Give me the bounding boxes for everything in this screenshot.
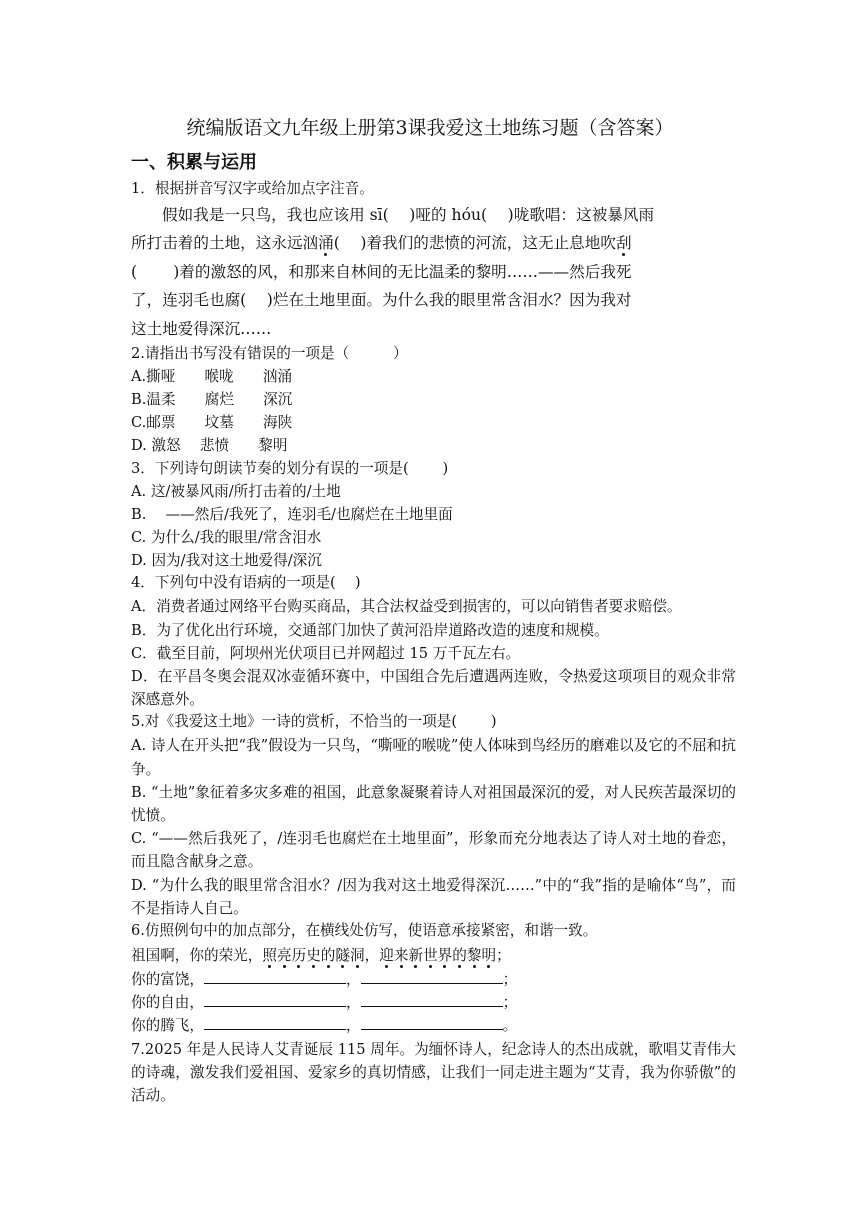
passage-line-2b: ( )着我们的悲愤的河流，这无止息地吹 <box>333 234 616 253</box>
question-4-option-c: C．截至目前，阿坝州光伏项目已并网超过 15 万千瓦左右。 <box>131 644 521 662</box>
example-lead: 祖国啊，你的荣光， <box>131 946 263 964</box>
answer-line-1-lead: 你的富饶， <box>131 970 204 988</box>
dotted-char: 的 <box>452 946 467 964</box>
question-3-stem: 3．下列诗句朗读节奏的划分有误的一项是( ) <box>131 459 449 477</box>
answer-line-2-lead: 你的自由， <box>131 993 204 1011</box>
dotted-char: 隧 <box>335 946 351 964</box>
question-2-option-d: D. 激怒 悲愤 黎明 <box>131 437 288 455</box>
answer-blank-3b[interactable] <box>361 1015 503 1030</box>
passage-line-1: 假如我是一只鸟，我也应该用 sī( )哑的 hóu( )咙歌唱：这被暴风雨 <box>162 205 655 224</box>
question-1-passage <box>131 201 736 344</box>
question-3-option-a: A. 这/被暴风雨/所打击着的/土地 <box>131 482 341 500</box>
question-5-option-a: A. 诗人在开头把“我”假设为一只鸟，“嘶哑的喉咙”使人体味到鸟经历的磨难以及它的不屈和抗争。 <box>131 737 736 778</box>
answer-end-3: 。 <box>502 1016 518 1034</box>
example-dotted-text <box>262 947 496 964</box>
question-6-stem: 6.仿照例句中的加点部分，在横线处仿写，使语意承接紧密，和谐一致。 <box>131 921 598 939</box>
dotted-char: 来 <box>393 946 409 964</box>
question-4-option-d: D．在平昌冬奥会混双冰壶循环赛中，中国组合先后遭遇两连败，令热爱这项项目的观众非常深感意外。 <box>131 667 736 709</box>
question-4-stem: 4．下列句中没有语病的一项是( ) <box>131 574 361 592</box>
dotted-char: ， <box>364 946 380 964</box>
question-3-option-c: C. 为什么/我的眼里/常含泪水 <box>131 528 322 546</box>
question-2-option-a: A.撕哑 喉咙 汹涌 <box>131 368 293 386</box>
question-4-option-b: B．为了优化出行环境，交通部门加快了黄河沿岸道路改造的速度和规模。 <box>131 621 609 639</box>
question-5-option-b: B. “土地”象征着多灾多难的祖国，此意象凝聚着诗人对祖国最深沉的爱，对人民疾苦最深切的忧愤。 <box>131 783 736 824</box>
question-5-stem: 5.对《我爱这土地》一诗的赏析，不恰当的一项是( ) <box>131 713 497 731</box>
question-5-option-c: C. “——然后我死了，/连羽毛也腐烂在土地里面”，形象而充分地表达了诗人对土地的眷恋，而且隐含献身之意。 <box>131 830 736 871</box>
question-2-option-c: C.邮票 坟墓 海陕 <box>131 414 293 432</box>
question-1-stem: 1．根据拼音写汉字或给加点字注音。 <box>131 180 374 197</box>
example-end: ； <box>496 946 511 964</box>
dotted-char-gua: 刮 <box>615 234 632 253</box>
answer-blank-3a[interactable] <box>204 1015 346 1030</box>
dotted-char: 明 <box>481 946 497 964</box>
question-3-option-d: D. 因为/我对这土地爱得/深沉 <box>131 551 322 569</box>
dotted-char: 界 <box>437 946 453 964</box>
passage-line-4: 了，连羽毛也腐( )烂在土地里面。为什么我的眼里常含泪水？因为我对 <box>131 291 632 310</box>
question-4-option-a: A．消费者通过网络平台购买商品，其合法权益受到损害的，可以向销售者要求赔偿。 <box>131 598 682 616</box>
question-2-stem: 2.请指出书写没有错误的一项是（ ） <box>131 345 408 363</box>
passage-line-5: 这土地爱得深沉…… <box>131 319 272 338</box>
answer-sep-2: ， <box>345 993 361 1011</box>
dotted-char: 新 <box>408 946 424 964</box>
dotted-char: 洞 <box>350 946 365 964</box>
answer-line-2 <box>131 992 736 1015</box>
document-title: 统编版语文九年级上册第3课我爱这土地练习题（含答案） <box>186 117 674 139</box>
dotted-char: 世 <box>423 946 438 964</box>
dotted-char: 的 <box>320 946 336 964</box>
answer-end-2: ； <box>502 993 518 1011</box>
answer-sep-1: ， <box>345 970 361 988</box>
document-body <box>131 178 736 1107</box>
answer-line-1 <box>131 969 736 992</box>
question-5-option-d: D. “为什么我的眼里常含泪水？/因为我对这土地爱得深沉……”中的“我”指的是喻体“鸟”，而不是指诗人自己。 <box>131 876 736 917</box>
question-2-option-b: B.温柔 腐烂 深沉 <box>131 391 293 409</box>
answer-sep-3: ， <box>345 1016 361 1034</box>
answer-blank-1b[interactable] <box>361 969 503 984</box>
answer-blank-2b[interactable] <box>361 992 503 1007</box>
answer-end-1: ； <box>502 970 518 988</box>
dotted-char: 黎 <box>466 946 482 964</box>
answer-line-3-lead: 你的腾飞， <box>131 1016 204 1034</box>
answer-line-3 <box>131 1015 736 1038</box>
dotted-char: 史 <box>306 946 321 964</box>
question-3-option-b: B. ——然后/我死了，连羽毛/也腐烂在土地里面 <box>131 505 453 523</box>
answer-blank-1a[interactable] <box>204 969 346 984</box>
passage-line-3: ( )着的激怒的风，和那来自林间的无比温柔的黎明……——然后我死 <box>131 262 632 281</box>
dotted-char: 迎 <box>379 946 394 964</box>
question-6-example <box>131 943 736 969</box>
dotted-char-yong: 涌 <box>318 234 334 253</box>
dotted-char: 历 <box>291 946 307 964</box>
answer-blank-2a[interactable] <box>204 992 346 1007</box>
dotted-char: 亮 <box>276 946 292 964</box>
section-heading: 一、积累与运用 <box>131 152 257 173</box>
dotted-char: 照 <box>262 946 277 964</box>
question-7-stem: 7.2025 年是人民诗人艾青诞辰 115 周年。为缅怀诗人，纪念诗人的杰出成就，歌唱艾青伟大的诗魂，激发我们爱祖国、爱家乡的真切情感，让我们一同走进主题为“艾青，我为你骄傲”的活动。 <box>131 1040 736 1104</box>
passage-line-2a: 所打击着的土地，这永远汹 <box>131 234 319 253</box>
